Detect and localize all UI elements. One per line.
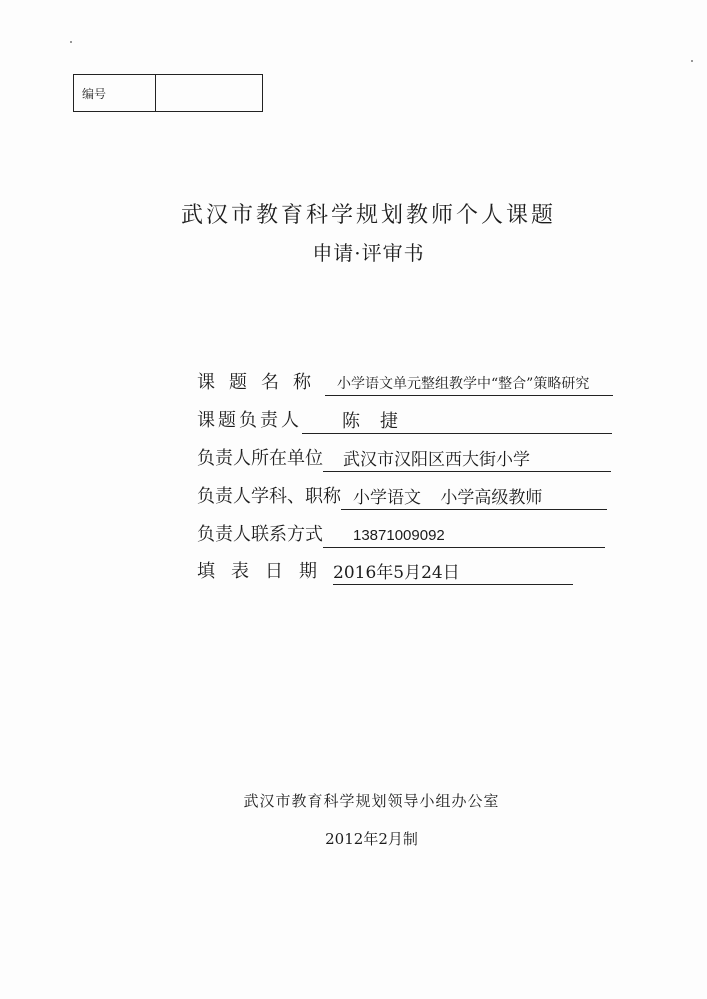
- field-value: 小学语文 小学高级教师: [341, 486, 607, 510]
- field-label: 负责人学科、职称: [197, 486, 341, 507]
- field-leader-contact: [197, 518, 605, 548]
- document-subtitle: 申请·评审书: [312, 241, 425, 265]
- field-label: 负责人所在单位: [197, 448, 323, 469]
- issuing-office: 武汉市教育科学规划领导小组办公室: [243, 792, 500, 810]
- issue-date: 2012年2月制: [325, 830, 418, 848]
- number-label: 编号: [74, 75, 156, 111]
- field-topic-leader: [197, 404, 612, 434]
- field-label: 课题负责人: [197, 410, 302, 431]
- field-value: 陈捷: [302, 410, 612, 434]
- scan-speck: [70, 41, 72, 43]
- field-leader-unit: [197, 442, 611, 472]
- field-leader-subject-title: [197, 480, 607, 510]
- number-value-field: [156, 75, 262, 111]
- field-value: 13871009092: [323, 524, 605, 548]
- field-label: 负责人联系方式: [197, 524, 323, 545]
- scan-speck: [691, 60, 693, 62]
- field-value: 武汉市汉阳区西大街小学: [323, 448, 611, 472]
- field-label: 课题名称: [197, 372, 325, 393]
- number-box: [73, 74, 263, 112]
- field-label: 填表日期: [197, 561, 333, 582]
- document-title: 武汉市教育科学规划教师个人课题: [180, 203, 556, 228]
- field-value: 2016年5月24日: [333, 561, 573, 585]
- field-fill-date: [197, 555, 573, 585]
- field-value: 小学语文单元整组教学中“整合”策略研究: [325, 372, 613, 396]
- field-topic-name: [197, 366, 613, 396]
